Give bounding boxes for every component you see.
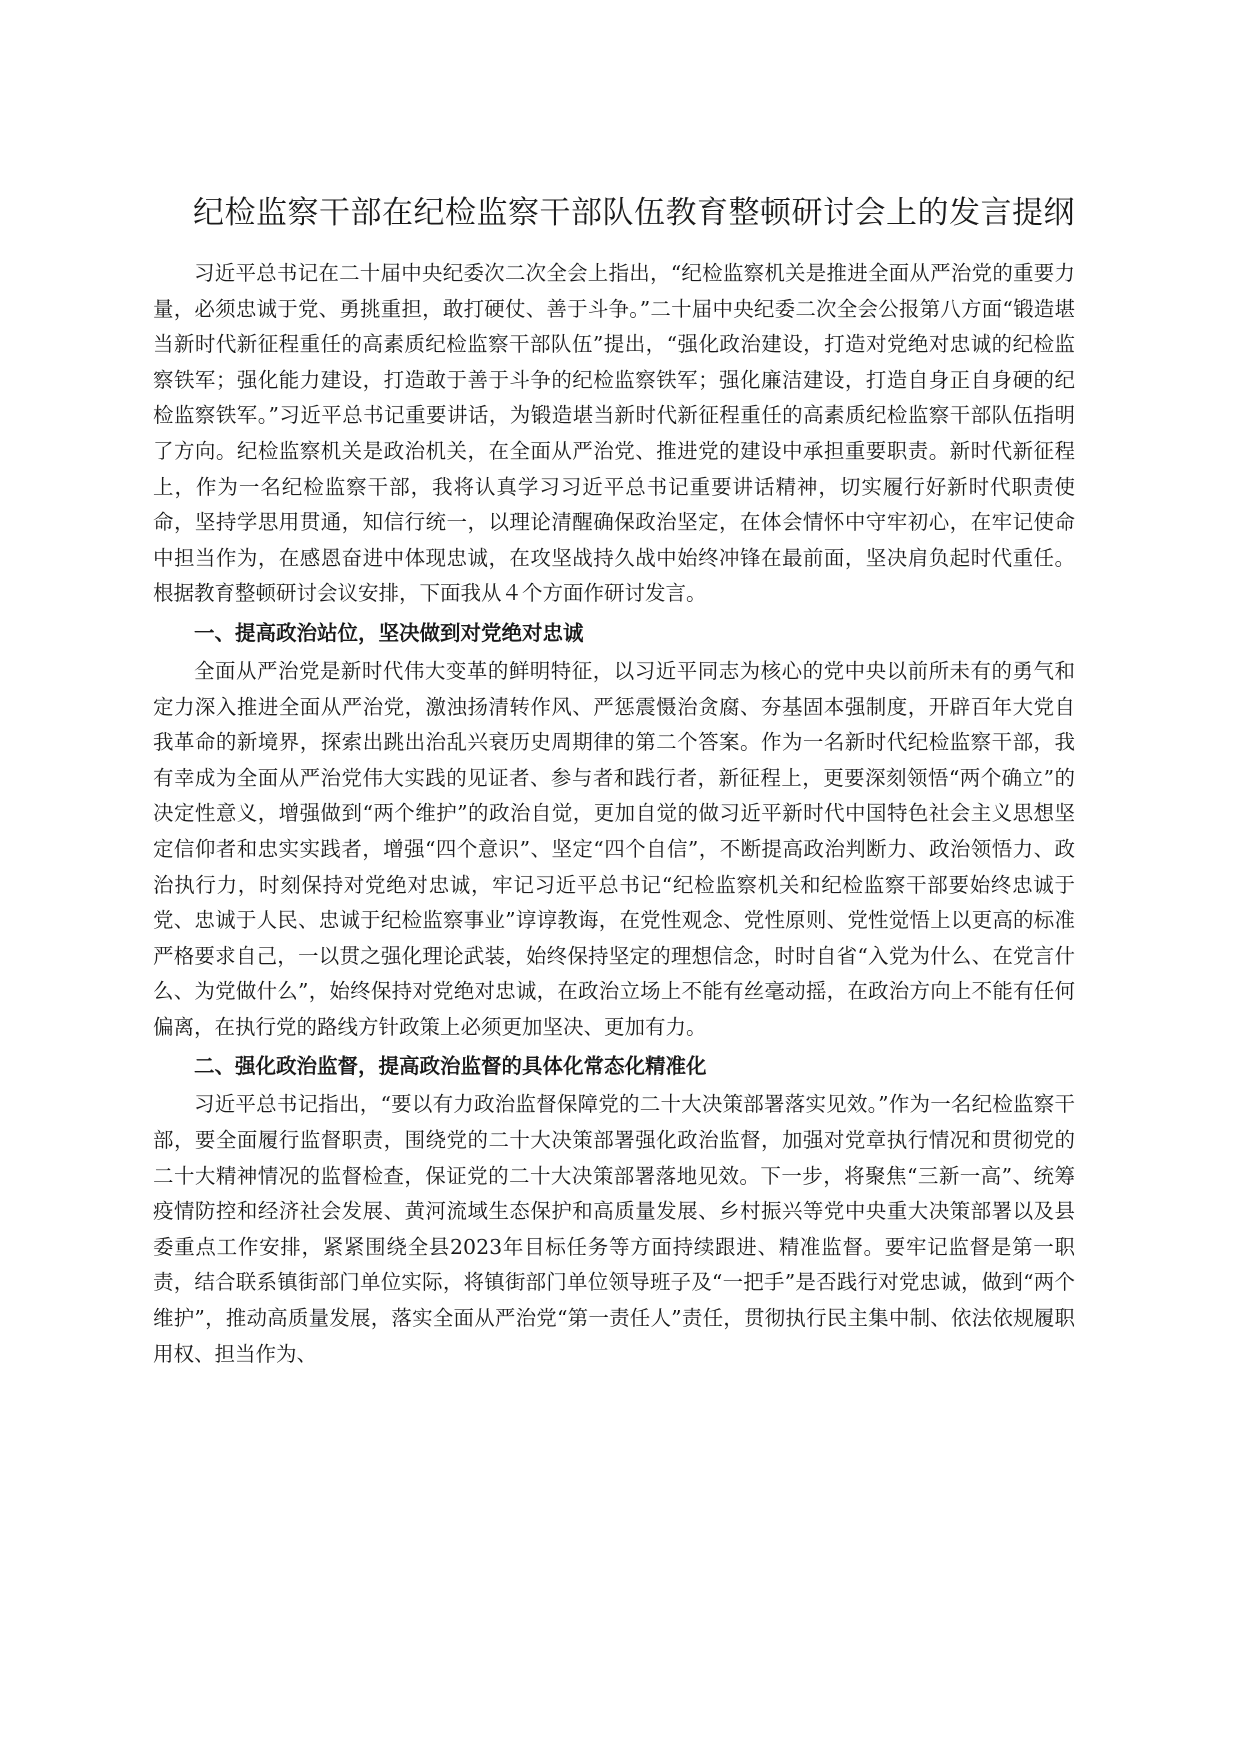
section-2-paragraph: 习近平总书记指出，“要以有力政治监督保障党的二十大决策部署落实见效。”作为一名纪检监察干部，要全面履行监督职责，围绕党的二十大决策部署强化政治监督，加强对党章执行情况和贯彻党的二十大精神情况的监督检查，保证党的二十大决策部署落地见效。下一步，将聚焦“三新一高”、统筹疫情防控和经济社会发展、黄河流域生态保护和高质量发展、乡村振兴等党中央重大决策部署以及县委重点工作安排，紧紧围绕全县2023年目标任务等方面持续跟进、精准监督。要牢记监督是第一职责，结合联系镇街部门单位实际，将镇街部门单位领导班子及“一把手”是否践行对党忠诚，做到“两个维护”，推动高质量发展，落实全面从严治党“第一责任人”责任，贯彻执行民主集中制、依法依规履职用权、担当作为、 — [153, 1092, 1075, 1366]
section-2-heading: 二、强化政治监督，提高政治监督的具体化常态化精准化 — [194, 1054, 707, 1079]
intro-paragraph: 习近平总书记在二十届中央纪委次二次全会上指出，“纪检监察机关是推进全面从严治党的重要力量，必须忠诚于党、勇挑重担，敢打硬仗、善于斗争。”二十届中央纪委二次全会公报第八方面“锻造堪当新时代新征程重任的高素质纪检监察干部队伍”提出，“强化政治建设，打造对党绝对忠诚的纪检监察铁军；强化能力建设，打造敢于善于斗争的纪检监察铁军；强化廉洁建设，打造自身正自身硬的纪检监察铁军。”习近平总书记重要讲话，为锻造堪当新时代新征程重任的高素质纪检监察干部队伍指明了方向。纪检监察机关是政治机关，在全面从严治党、推进党的建设中承担重要职责。新时代新征程上，作为一名纪检监察干部，我将认真学习习近平总书记重要讲话精神，切实履行好新时代职责使命，坚持学思用贯通，知信行统一，以理论清醒确保政治坚定，在体会情怀中守牢初心，在牢记使命中担当作为，在感恩奋进中体现忠诚，在攻坚战持久战中始终冲锋在最前面，坚决肩负起时代重任。根据教育整顿研讨会议安排，下面我从４个方面作研讨发言。 — [153, 261, 1075, 606]
document-title: 纪检监察干部在纪检监察干部队伍教育整顿研讨会上的发言提纲 — [193, 195, 1075, 231]
section-1-paragraph: 全面从严治党是新时代伟大变革的鲜明特征，以习近平同志为核心的党中央以前所未有的勇气和定力深入推进全面从严治党，激浊扬清转作风、严惩震慑治贪腐、夯基固本强制度，开辟百年大党自我革命的新境界，探索出跳出治乱兴衰历史周期律的第二个答案。作为一名新时代纪检监察干部，我有幸成为全面从严治党伟大实践的见证者、参与者和践行者，新征程上，更要深刻领悟“两个确立”的决定性意义，增强做到“两个维护”的政治自觉，更加自觉的做习近平新时代中国特色社会主义思想坚定信仰者和忠实实践者，增强“四个意识”、坚定“四个自信”，不断提高政治判断力、政治领悟力、政治执行力，时刻保持对党绝对忠诚，牢记习近平总书记“纪检监察机关和纪检监察干部要始终忠诚于党、忠诚于人民、忠诚于纪检监察事业”谆谆教诲，在党性观念、党性原则、党性觉悟上以更高的标准严格要求自己，一以贯之强化理论武装，始终保持坚定的理想信念，时时自省“入党为什么、在党言什么、为党做什么”，始终保持对党绝对忠诚，在政治立场上不能有丝毫动摇，在政治方向上不能有任何偏离，在执行党的路线方针政策上必须更加坚决、更加有力。 — [153, 658, 1075, 1039]
document-page — [153, 180, 1075, 1372]
section-1-heading: 一、提高政治站位，坚决做到对党绝对忠诚 — [194, 620, 584, 645]
